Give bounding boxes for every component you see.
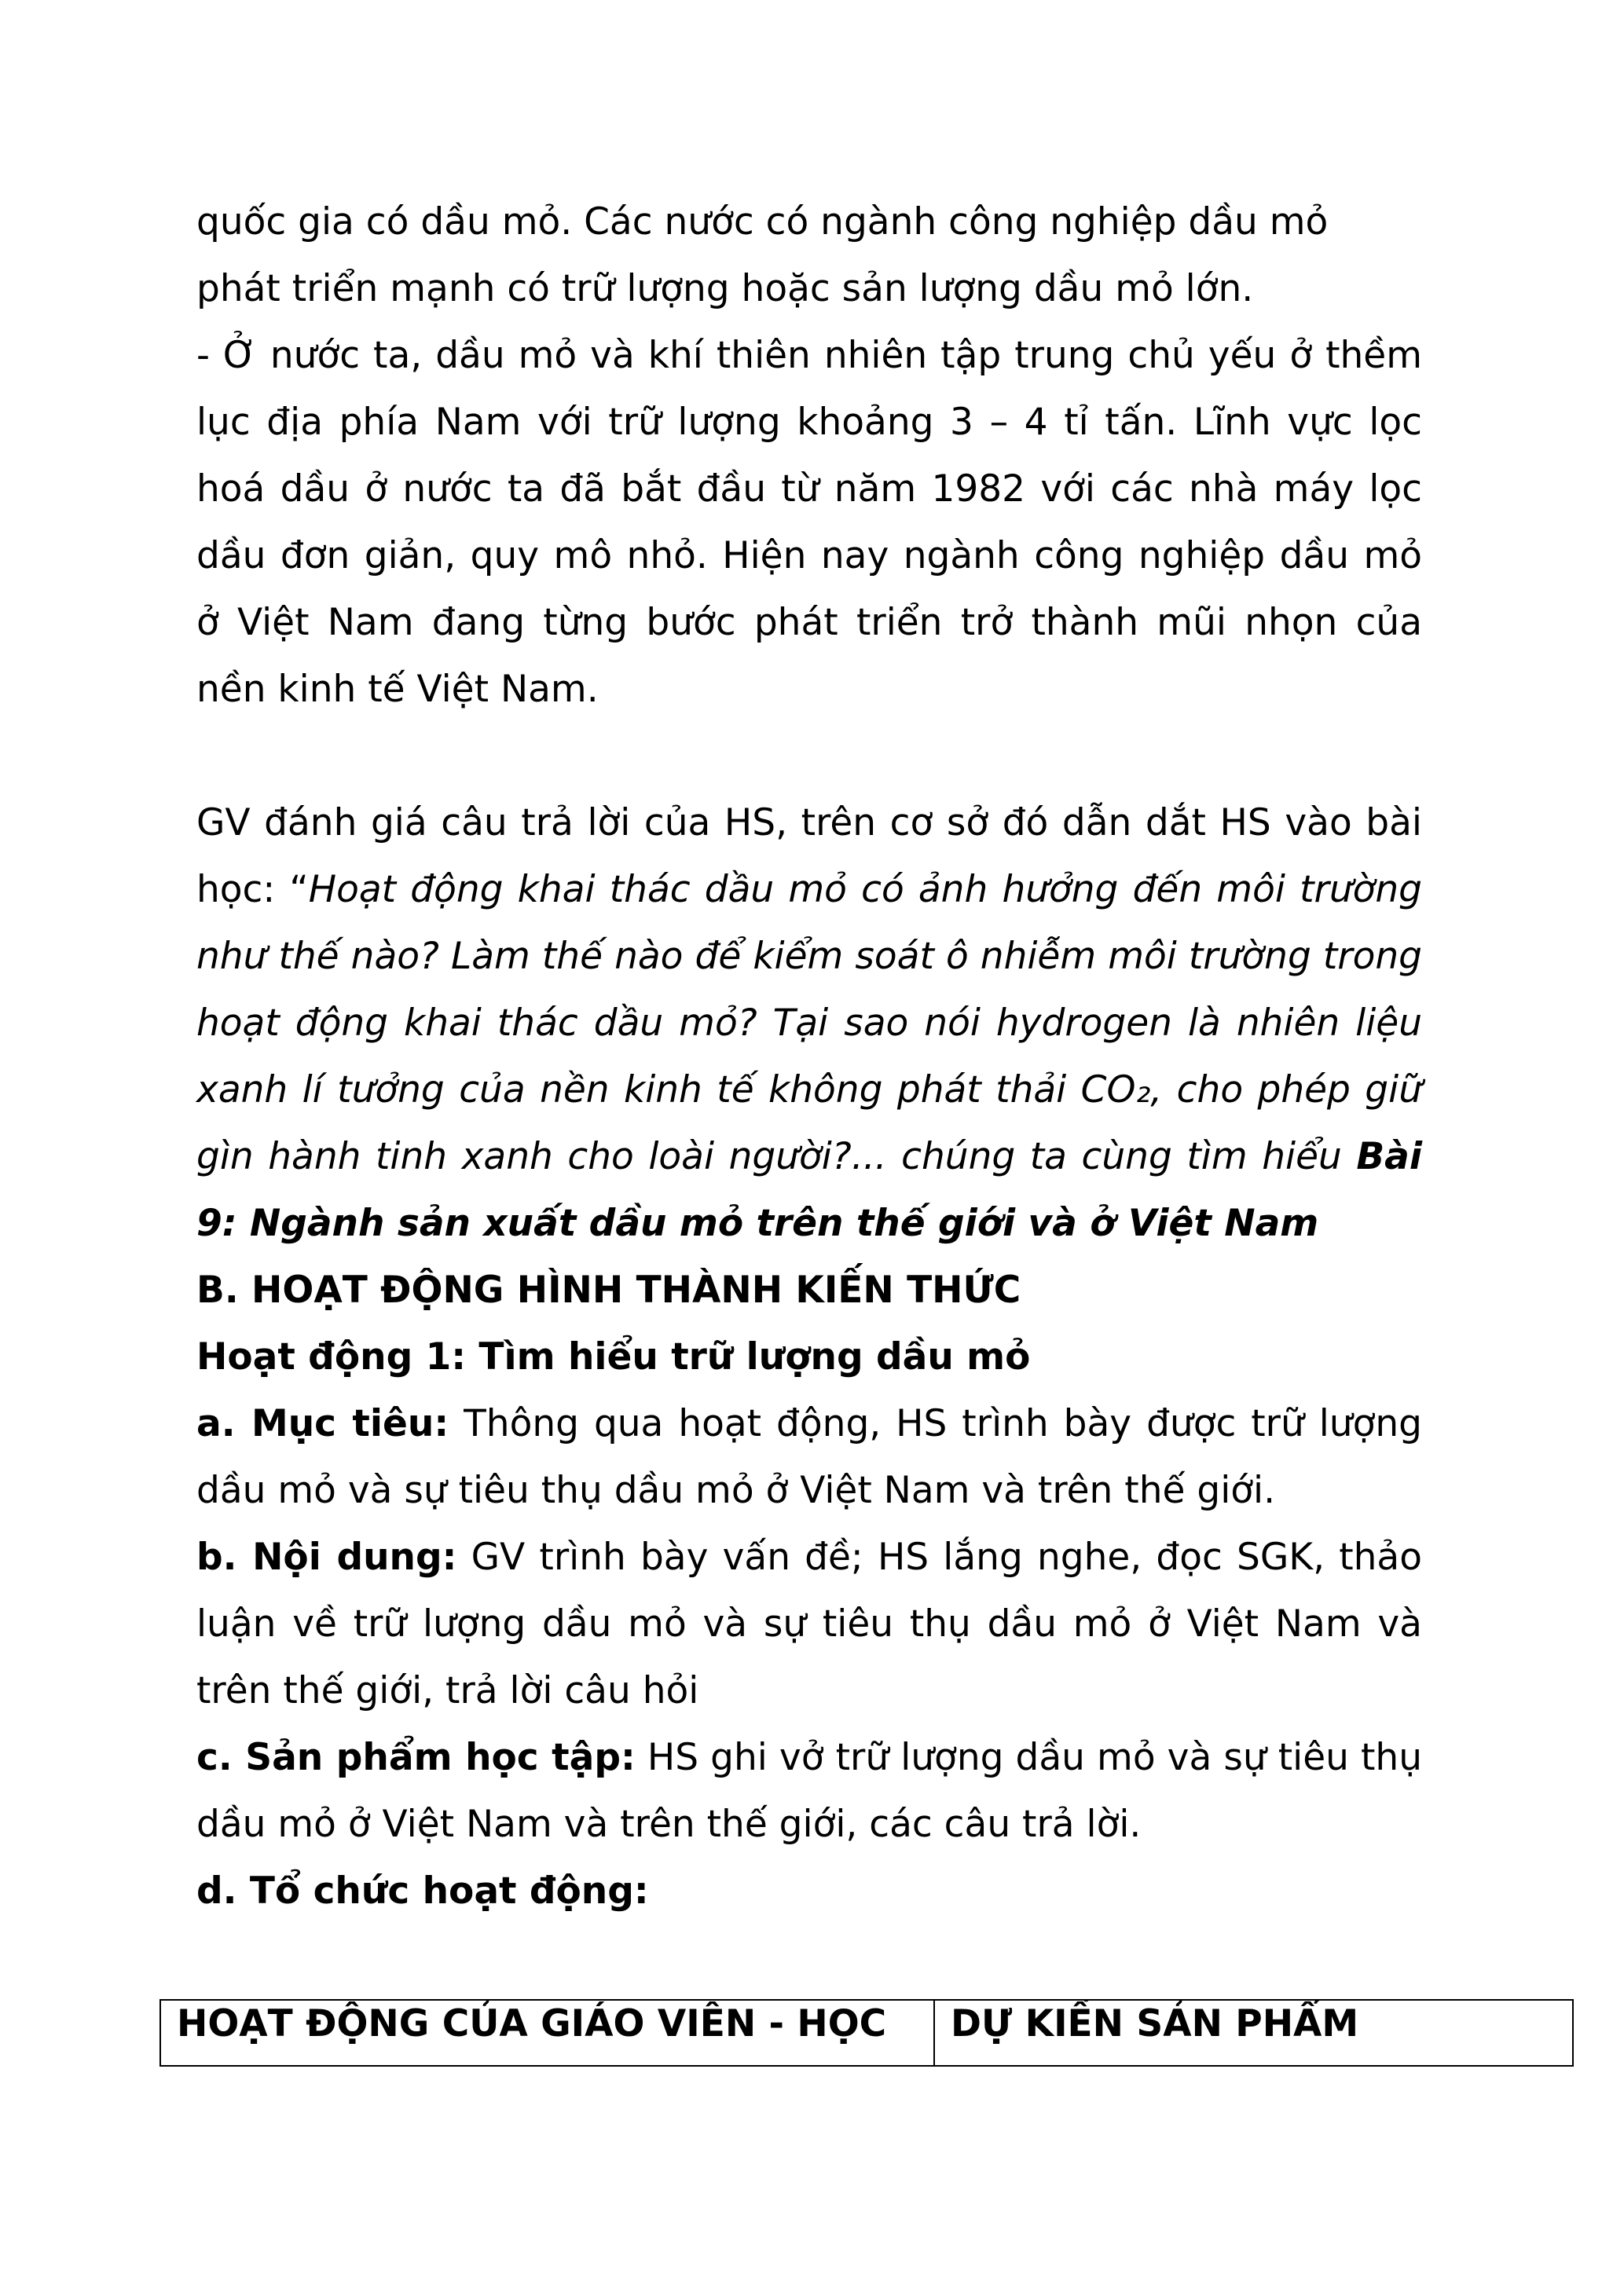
goal-text: Thông qua hoạt động, HS trình bày được trữ lượng dầu mỏ và sự tiêu thụ dầu mỏ ở Việt Nam và trên thế giới. — [196, 1402, 1422, 1512]
table-header-row — [160, 2000, 1573, 2066]
paragraph-gap — [196, 723, 1422, 789]
product-text: HS ghi vở trữ lượng dầu mỏ và sự tiêu thụ dầu mỏ ở Việt Nam và trên thế giới, các câu trả lời. — [196, 1736, 1423, 1846]
table-header-teacher-activity: HOẠT ĐỘNG CỦA GIÁO VIÊN - HỌC — [160, 2000, 934, 2066]
lesson-intro-question: Hoạt động khai thác dầu mỏ có ảnh hưởng đến môi trường như thế nào? Làm thế nào để kiểm soát ô nhiễm môi trường trong hoạt động khai thác dầu mỏ? Tại sao nói hydrogen là nhiên liệu xanh lí tưởng của nền kinh tế không phát thải CO₂, cho phép giữ gìn hành tinh xanh cho loài người?... chúng ta cùng tìm hiểu — [196, 868, 1423, 1178]
paragraph-continuation-line: phát triển mạnh có trữ lượng hoặc sản lượng dầu mỏ lớn. — [196, 267, 1254, 310]
table-header-expected-product: DỰ KIẾN SẢN PHẨM — [934, 2000, 1573, 2066]
product-label: c. Sản phẩm học tập: — [196, 1736, 636, 1779]
paragraph-continuation-line: quốc gia có dầu mỏ. Các nước có ngành công nghiệp dầu mỏ — [196, 200, 1329, 244]
content-text: GV trình bày vấn đề; HS lắng nghe, đọc SGK, thảo luận về trữ lượng dầu mỏ và sự tiêu thụ dầu mỏ ở Việt Nam và trên thế giới, trả lời câu hỏi — [196, 1536, 1422, 1712]
activity-table — [159, 1999, 1574, 2067]
product-paragraph — [196, 1724, 1422, 1858]
document-page — [196, 189, 1422, 1924]
vietnam-oil-paragraph: - Ở nước ta, dầu mỏ và khí thiên nhiên tập trung chủ yếu ở thềm lục địa phía Nam với trữ lượng khoảng 3 – 4 tỉ tấn. Lĩnh vực lọc hoá dầu ở nước ta đã bắt đầu từ năm 1982 với các nhà máy lọc dầu đơn giản, quy mô nhỏ. Hiện nay ngành công nghiệp dầu mỏ ở Việt Nam đang từng bước phát triển trở thành mũi nhọn của nền kinh tế Việt Nam. — [196, 334, 1422, 711]
lesson-title: Bài 9: Ngành sản xuất dầu mỏ trên thế giới và ở Việt Nam — [196, 1135, 1422, 1245]
lesson-intro-text: GV đánh giá câu trả lời của HS, trên cơ sở đó dẫn dắt HS vào bài học: “ — [196, 801, 1422, 911]
lesson-intro-paragraph — [196, 789, 1422, 1257]
goal-label: a. Mục tiêu: — [196, 1402, 449, 1445]
content-paragraph — [196, 1524, 1422, 1724]
organization-heading: d. Tổ chức hoạt động: — [196, 1869, 649, 1913]
section-heading: B. HOẠT ĐỘNG HÌNH THÀNH KIẾN THỨC — [196, 1269, 1021, 1312]
goal-paragraph — [196, 1390, 1422, 1524]
content-label: b. Nội dung: — [196, 1536, 457, 1579]
activity-heading: Hoạt động 1: Tìm hiểu trữ lượng dầu mỏ — [196, 1335, 1031, 1379]
